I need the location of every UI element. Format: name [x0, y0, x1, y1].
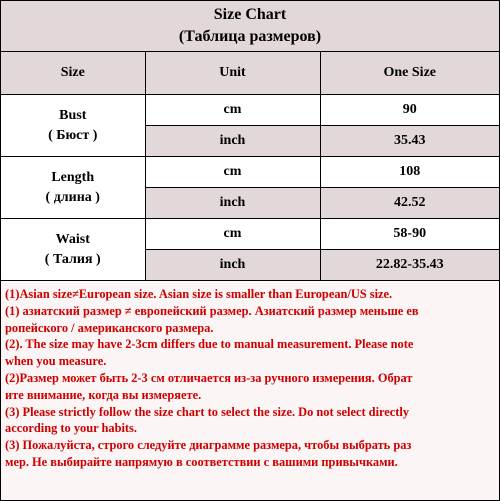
unit-cell: cm [145, 157, 320, 188]
note-line: мер. Не выбирайте напрямую в соответствии с вашими привычками. [5, 454, 398, 469]
row-label-length [1, 157, 145, 219]
note-line: when you measure. [5, 354, 107, 369]
note-line: (1) азиатский размер ≠ европейский размер. Азиатский размер меньше ев [5, 303, 419, 318]
note-line: (1)Asian size≠European size. Asian size is smaller than European/US size. [5, 287, 393, 301]
value-cell: 90 [320, 95, 499, 126]
row-label-bust [1, 95, 145, 157]
note-line: according to your habits. [5, 421, 137, 436]
header-one-size: One Size [320, 52, 499, 95]
note-line: ите внимание, когда вы измеряете. [5, 387, 202, 402]
row-label: Bust [59, 107, 87, 123]
size-notes [1, 283, 499, 500]
value-cell: 108 [320, 157, 499, 188]
row-label-ru: ( длина ) [45, 189, 100, 205]
value-cell: 42.52 [320, 188, 499, 219]
value-cell: 22.82-35.43 [320, 250, 499, 281]
chart-title: Size Chart [213, 6, 287, 23]
unit-cell: inch [145, 126, 320, 157]
unit-cell: cm [145, 219, 320, 250]
table-row [1, 157, 499, 188]
table-header-row [1, 52, 499, 95]
note-line: (2). The size may have 2-3cm differs due to manual measurement. Please note [5, 337, 414, 352]
header-unit: Unit [145, 52, 320, 95]
chart-header [1, 1, 499, 52]
row-label-ru: ( Талия ) [44, 251, 101, 267]
note-line: ропейского / американского размера. [5, 320, 214, 335]
table-row [1, 95, 499, 126]
table-row [1, 219, 499, 250]
chart-subtitle: (Таблица размеров) [178, 28, 322, 45]
row-label: Waist [55, 231, 90, 247]
row-label: Length [51, 169, 95, 185]
note-line: (3) Пожалуйста, строго следуйте диаграмме размера, чтобы выбрать раз [5, 438, 412, 453]
unit-cell: cm [145, 95, 320, 126]
size-table [1, 52, 499, 281]
row-label-waist [1, 219, 145, 281]
value-cell: 35.43 [320, 126, 499, 157]
value-cell: 58-90 [320, 219, 499, 250]
unit-cell: inch [145, 188, 320, 219]
row-label-ru: ( Бюст ) [48, 127, 98, 143]
unit-cell: inch [145, 250, 320, 281]
header-size: Size [1, 52, 145, 95]
note-line: (2)Размер может быть 2-3 см отличается из-за ручного измерения. Обрат [5, 370, 413, 385]
note-line: (3) Please strictly follow the size chart to select the size. Do not select directly [5, 404, 410, 419]
